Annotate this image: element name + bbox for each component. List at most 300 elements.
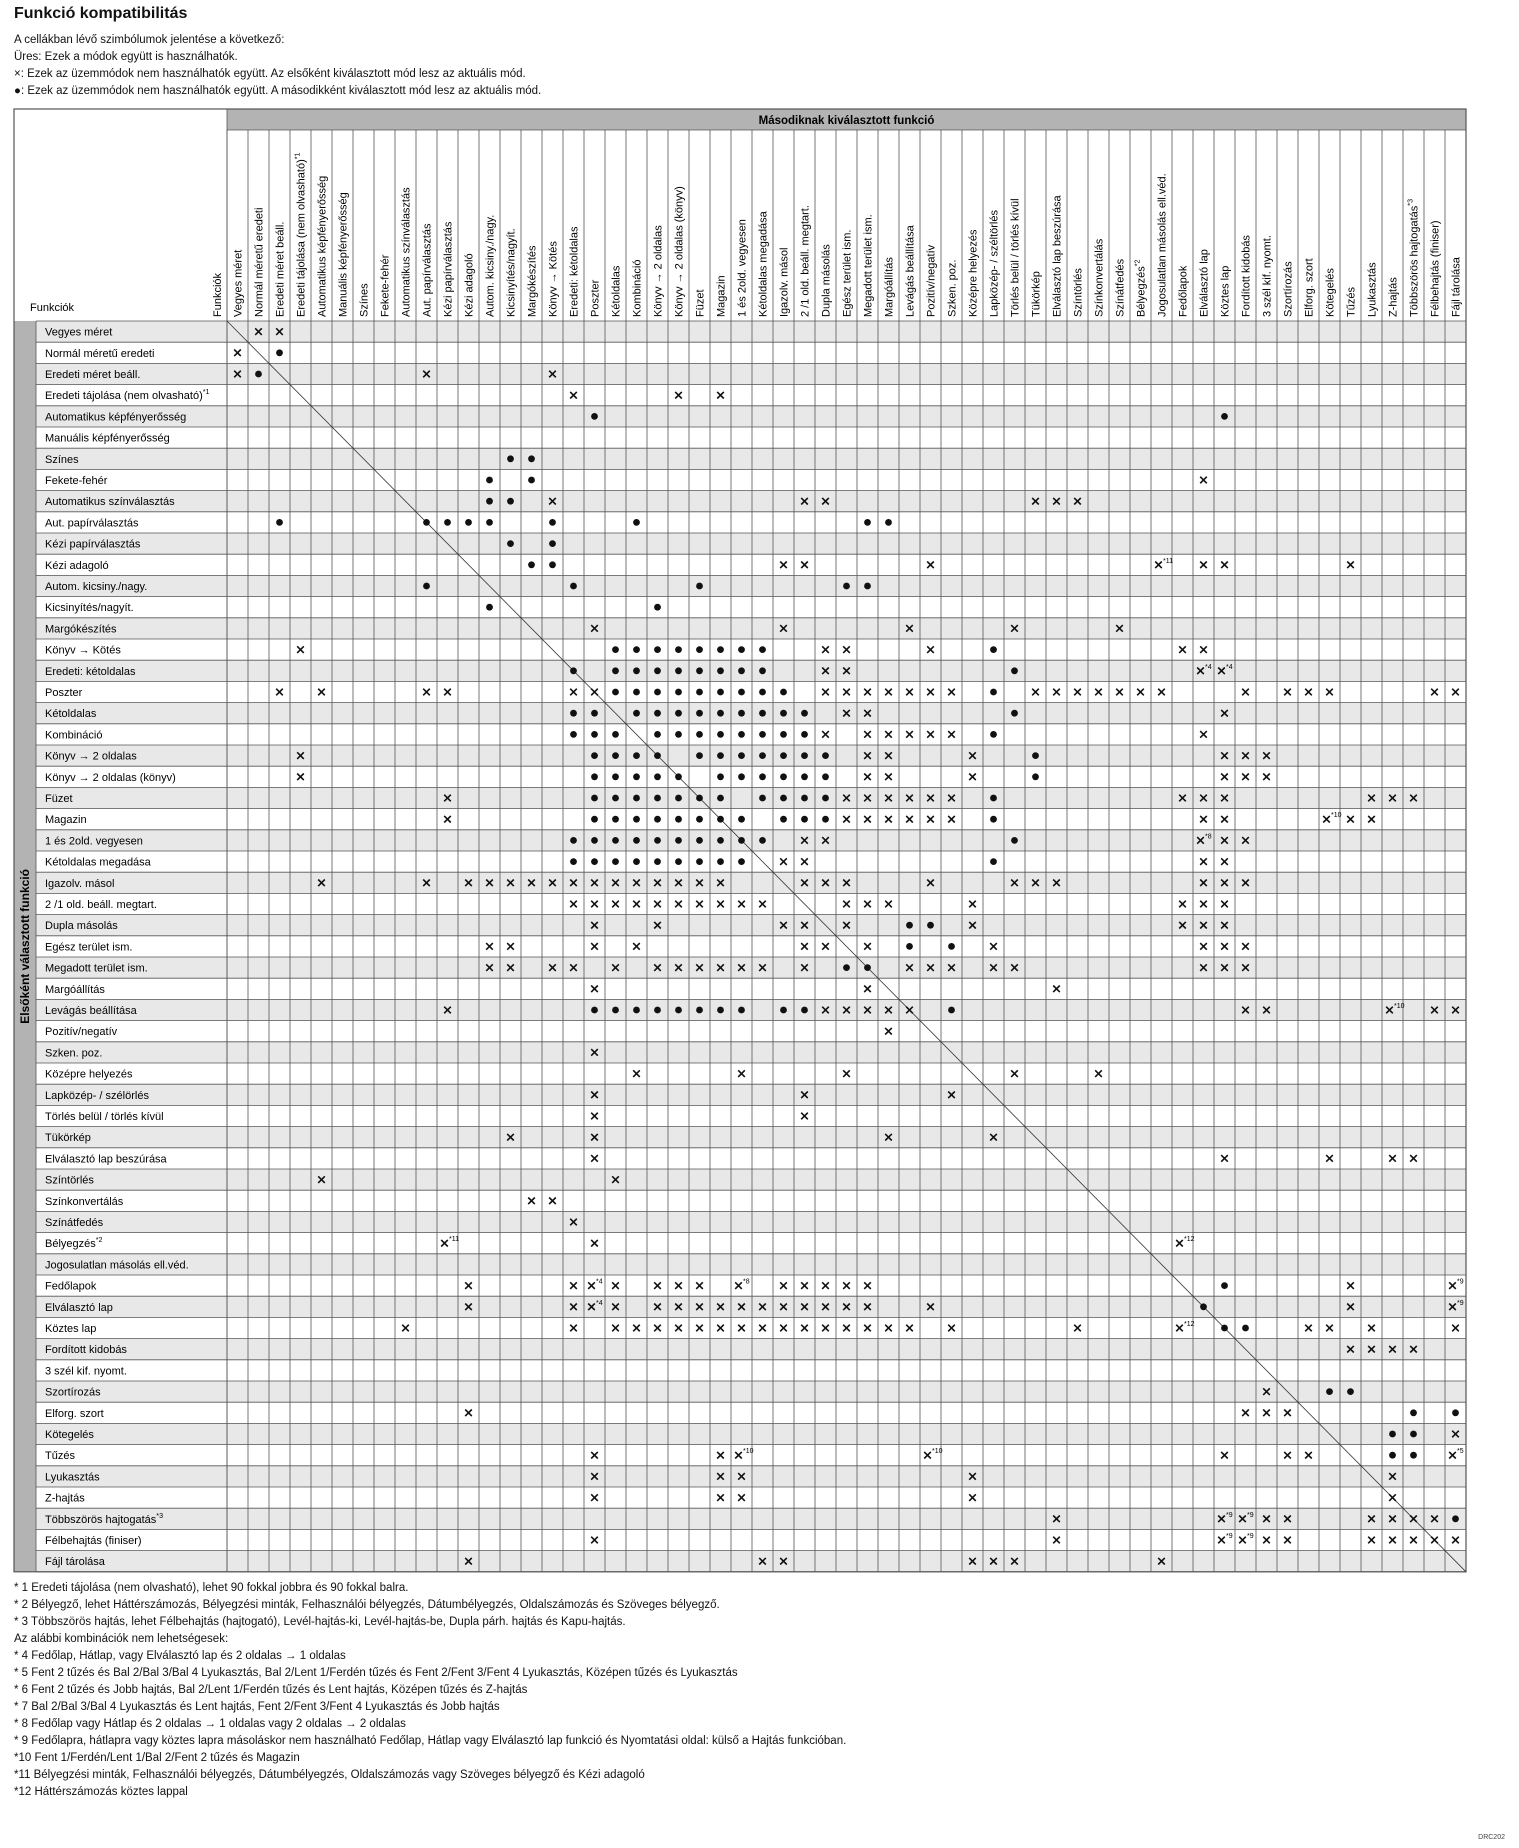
cell-footnote-ref: *9 <box>1247 1511 1254 1519</box>
row-stripe <box>36 448 1466 469</box>
column-header: Tükörkép <box>1030 271 1043 317</box>
first-wins-mark <box>864 943 871 950</box>
first-wins-mark <box>591 1155 598 1162</box>
second-wins-mark <box>717 689 724 696</box>
row-label: Tűzés <box>45 1450 75 1463</box>
first-wins-mark <box>717 1452 724 1459</box>
row-label: Kombináció <box>45 729 103 742</box>
row-stripe <box>36 491 1466 512</box>
second-wins-mark <box>717 646 724 653</box>
second-wins-mark <box>1200 1303 1207 1310</box>
first-wins-mark <box>906 689 913 696</box>
first-wins-mark <box>570 901 577 908</box>
first-wins-mark <box>1095 1070 1102 1077</box>
column-header: Poszter <box>589 279 602 317</box>
first-wins-mark <box>948 689 955 696</box>
side-header: Elsőként választott funkció <box>18 869 32 1024</box>
first-wins-mark <box>1242 689 1249 696</box>
first-wins-mark <box>738 1494 745 1501</box>
second-wins-mark <box>696 837 703 844</box>
first-wins-mark <box>549 1198 556 1205</box>
first-wins-mark <box>1221 816 1228 823</box>
first-wins-mark <box>1053 986 1060 993</box>
footnote-line: *10 Fent 1/Ferdén/Lent 1/Bal 2/Fent 2 tűzés és Magazin <box>14 1752 300 1764</box>
column-header: Szken. poz. <box>946 259 959 317</box>
first-wins-mark <box>444 689 451 696</box>
row-stripe <box>36 830 1466 851</box>
column-header: Fájl tárolása <box>1450 257 1463 317</box>
column-header: Z-hajtás <box>1387 277 1400 317</box>
row-label: Lapközép- / szélörlés <box>45 1089 149 1102</box>
first-wins-mark <box>885 1028 892 1035</box>
first-wins-mark <box>822 943 829 950</box>
second-wins-mark <box>780 731 787 738</box>
first-wins-mark <box>738 1325 745 1332</box>
first-wins-mark <box>465 1282 472 1289</box>
corner-col-label: Funkciók <box>212 272 224 317</box>
cell-footnote-ref: *9 <box>1247 1533 1254 1540</box>
column-header: Kézi adagoló <box>463 253 476 317</box>
row-stripe <box>36 957 1466 978</box>
first-wins-mark <box>1368 1537 1375 1544</box>
first-wins-mark <box>717 1325 724 1332</box>
second-wins-mark <box>717 816 724 823</box>
second-wins-mark <box>549 540 556 547</box>
row-label: Köztes lap <box>45 1323 97 1335</box>
column-header: Bélyegzés$^{*2}$ <box>1133 259 1148 317</box>
column-header: Vegyes méret <box>232 249 245 317</box>
second-wins-mark <box>864 964 871 971</box>
column-header: Törlés belül / törlés kívül <box>1009 198 1022 317</box>
second-wins-mark <box>759 731 766 738</box>
first-wins-mark <box>675 1325 682 1332</box>
first-wins-mark <box>822 1282 829 1289</box>
second-wins-mark <box>759 646 766 653</box>
row-label: Könyv → Kötés <box>45 644 121 657</box>
first-wins-mark <box>1200 943 1207 950</box>
first-wins-mark <box>1368 1325 1375 1332</box>
first-wins-mark <box>1284 1537 1291 1544</box>
second-wins-mark <box>717 752 724 759</box>
row-label: Kötegelés <box>45 1429 94 1441</box>
first-wins-mark <box>570 1325 577 1332</box>
first-wins-mark <box>927 689 934 696</box>
first-wins-mark <box>675 901 682 908</box>
column-header: Eredeti méret beáll. <box>274 221 287 317</box>
first-wins-mark <box>1389 1537 1396 1544</box>
footnote-line: * 8 Fedőlap vagy Hátlap és 2 oldalas → 1 oldalas vagy 2 oldalas → 2 oldalas <box>14 1718 406 1730</box>
first-wins-mark <box>927 731 934 738</box>
first-wins-mark <box>864 774 871 781</box>
first-wins-mark <box>801 1325 808 1332</box>
first-wins-mark <box>423 689 430 696</box>
second-wins-mark <box>612 731 619 738</box>
second-wins-mark <box>1452 1515 1459 1522</box>
row-stripe <box>36 1211 1466 1232</box>
second-wins-mark <box>906 922 913 929</box>
first-wins-mark <box>780 1282 787 1289</box>
first-wins-mark <box>864 1282 871 1289</box>
row-label: Elválasztó lap <box>45 1301 113 1314</box>
second-wins-mark <box>801 731 808 738</box>
row-label: Színes <box>45 453 79 466</box>
first-wins-mark <box>612 1325 619 1332</box>
first-wins-mark <box>465 1410 472 1417</box>
legend-line: Üres: Ezek a módok együtt is használhatók. <box>14 51 238 63</box>
first-wins-mark <box>864 901 871 908</box>
second-wins-mark <box>675 837 682 844</box>
row-label: 2 /1 old. beáll. megtart. <box>45 899 157 911</box>
row-stripe <box>36 1423 1466 1444</box>
first-wins-mark <box>780 1325 787 1332</box>
column-header: Lapközép- / széltörlés <box>988 210 1001 317</box>
row-stripe <box>36 321 1466 342</box>
column-header: Dupla másolás <box>820 244 833 317</box>
column-header: Aut. papírválasztás <box>421 223 434 317</box>
row-stripe <box>36 1466 1466 1487</box>
second-wins-mark <box>759 689 766 696</box>
second-wins-mark <box>675 773 682 780</box>
second-wins-mark <box>675 795 682 802</box>
cell-footnote-ref: *10 <box>932 1448 943 1456</box>
column-header: Színes <box>358 283 371 317</box>
first-wins-mark <box>1116 689 1123 696</box>
row-label: Eredeti tájolása (nem olvasható)$^{*1}$ <box>45 388 210 403</box>
second-wins-mark <box>780 773 787 780</box>
first-wins-mark <box>1389 1494 1396 1501</box>
row-label: Levágás beállítása <box>45 1005 137 1017</box>
second-wins-mark <box>612 837 619 844</box>
first-wins-mark <box>1074 689 1081 696</box>
first-wins-mark <box>591 901 598 908</box>
column-header: Színátfedés <box>1114 258 1127 317</box>
legend-line: A cellákban lévő szimbólumok jelentése a következő: <box>14 34 285 46</box>
second-wins-mark <box>654 858 661 865</box>
second-wins-mark <box>612 689 619 696</box>
row-label: Jogosulatlan másolás ell.véd. <box>45 1259 189 1272</box>
cell-footnote-ref: *4 <box>1205 663 1212 671</box>
first-wins-mark <box>1263 774 1270 781</box>
second-wins-mark <box>423 519 430 526</box>
column-header: Középre helyezés <box>967 229 980 317</box>
first-wins-mark <box>441 1240 448 1247</box>
second-wins-mark <box>738 731 745 738</box>
first-wins-mark <box>1221 774 1228 781</box>
second-wins-mark <box>633 710 640 717</box>
second-wins-mark <box>633 795 640 802</box>
second-wins-mark <box>654 837 661 844</box>
row-stripe <box>36 1551 1466 1572</box>
second-wins-mark <box>612 795 619 802</box>
second-wins-mark <box>549 561 556 568</box>
first-wins-mark <box>927 562 934 569</box>
second-wins-mark <box>654 752 661 759</box>
first-wins-mark <box>990 943 997 950</box>
second-wins-mark <box>738 1007 745 1014</box>
second-wins-mark <box>780 1007 787 1014</box>
column-header: 1 és 2old. vegyesen <box>736 219 749 317</box>
second-wins-mark <box>675 689 682 696</box>
first-wins-mark <box>1323 816 1330 823</box>
first-wins-mark <box>1410 1155 1417 1162</box>
footnote-line: *11 Bélyegzési minták, Felhasználói bélyegzés, Dátumbélyegzés, Oldalszámozás vagy Szöveges bélyegző és Kézi adagoló <box>14 1769 645 1781</box>
first-wins-mark <box>1242 1410 1249 1417</box>
second-wins-mark <box>696 795 703 802</box>
second-wins-mark <box>570 667 577 674</box>
first-wins-mark <box>1305 1325 1312 1332</box>
second-wins-mark <box>507 455 514 462</box>
column-header: Elválasztó lap beszúrása <box>1051 195 1064 317</box>
second-wins-mark <box>822 816 829 823</box>
footnote-line: * 3 Többszörös hajtás, lehet Félbehajtás (hajtogató), Levél-hajtás-ki, Levél-hajtás-be, Dupla párh. hajtás és Kapu-hajtás. <box>14 1616 626 1628</box>
first-wins-mark <box>570 1282 577 1289</box>
column-header: Kétoldalas <box>610 265 623 317</box>
column-header: Fedőlapok <box>1177 265 1190 317</box>
second-wins-mark <box>591 1007 598 1014</box>
second-wins-mark <box>654 773 661 780</box>
second-wins-mark <box>633 773 640 780</box>
row-label: Normál méretű eredeti <box>45 347 155 360</box>
second-wins-mark <box>654 1007 661 1014</box>
row-label: Lyukasztás <box>45 1471 100 1484</box>
first-wins-mark <box>927 646 934 653</box>
second-wins-mark <box>759 837 766 844</box>
column-header: Félbehajtás (finiser) <box>1429 220 1442 317</box>
first-wins-mark <box>1179 646 1186 653</box>
row-label: Törlés belül / törlés kívül <box>45 1111 164 1123</box>
column-header: Fekete-fehér <box>379 254 392 317</box>
first-wins-mark <box>1347 1282 1354 1289</box>
second-wins-mark <box>486 498 493 505</box>
first-wins-mark <box>528 1198 535 1205</box>
column-header: Autom. kicsiny./nagy. <box>484 214 497 317</box>
first-wins-mark <box>654 1325 661 1332</box>
row-stripe <box>36 1042 1466 1063</box>
first-wins-mark <box>570 689 577 696</box>
second-wins-mark <box>717 667 724 674</box>
second-wins-mark <box>990 858 997 865</box>
first-wins-mark <box>1326 1325 1333 1332</box>
cell-footnote-ref: *9 <box>1457 1299 1464 1307</box>
second-wins-mark <box>507 540 514 547</box>
second-wins-mark <box>1410 1431 1417 1438</box>
second-wins-mark <box>738 667 745 674</box>
second-wins-mark <box>507 498 514 505</box>
column-header: Pozitív/negatív <box>925 244 938 317</box>
second-wins-mark <box>801 752 808 759</box>
column-header: Könyv → 2 oldalas <box>652 225 665 317</box>
footnote-line: * 6 Fent 2 tűzés és Jobb hajtás, Bal 2/Lent 1/Ferdén tűzés és Lent hajtás, Középen tűzés és Z-hajtás <box>14 1684 528 1696</box>
first-wins-mark <box>1263 1410 1270 1417</box>
row-label: Kézi adagoló <box>45 559 109 572</box>
row-stripe <box>36 872 1466 893</box>
second-wins-mark <box>780 816 787 823</box>
first-wins-mark <box>801 1282 808 1289</box>
cell-footnote-ref: *9 <box>1226 1511 1233 1519</box>
row-label: Igazolv. másol <box>45 877 115 890</box>
row-label: Kézi papírválasztás <box>45 538 141 551</box>
column-header: Elválasztó lap <box>1198 249 1211 317</box>
column-header: Levágás beállítása <box>904 225 917 317</box>
second-wins-mark <box>696 710 703 717</box>
second-wins-mark <box>759 710 766 717</box>
second-wins-mark <box>486 604 493 611</box>
column-header: Kétoldalas megadása <box>757 211 770 317</box>
first-wins-mark <box>801 562 808 569</box>
first-wins-mark <box>591 689 598 696</box>
second-wins-mark <box>822 795 829 802</box>
first-wins-mark <box>654 901 661 908</box>
first-wins-mark <box>1305 689 1312 696</box>
row-stripe <box>36 575 1466 596</box>
column-header: Könyv → Kötés <box>547 241 560 317</box>
second-wins-mark <box>654 731 661 738</box>
first-wins-mark <box>591 1537 598 1544</box>
first-wins-mark <box>801 943 808 950</box>
second-wins-mark <box>1011 667 1018 674</box>
column-header: Színtörlés <box>1072 268 1085 317</box>
column-header: Kombináció <box>631 259 644 317</box>
first-wins-mark <box>675 1282 682 1289</box>
first-wins-mark <box>1410 1537 1417 1544</box>
second-wins-mark <box>801 773 808 780</box>
first-wins-mark <box>801 858 808 865</box>
column-header: Kötegelés <box>1324 268 1337 317</box>
row-label: Fordított kidobás <box>45 1344 127 1357</box>
first-wins-mark <box>234 350 241 357</box>
cell-footnote-ref: *10 <box>1331 812 1342 820</box>
row-stripe <box>36 406 1466 427</box>
column-header: Kézi papírválasztás <box>442 221 455 317</box>
second-wins-mark <box>927 922 934 929</box>
row-stripe <box>36 1084 1466 1105</box>
first-wins-mark <box>822 731 829 738</box>
first-wins-mark <box>927 816 934 823</box>
row-label: Automatikus képfényerősség <box>45 411 187 424</box>
row-label: Poszter <box>45 687 83 699</box>
second-wins-mark <box>990 731 997 738</box>
first-wins-mark <box>507 943 514 950</box>
first-wins-mark <box>1158 689 1165 696</box>
second-wins-mark <box>948 943 955 950</box>
cell-footnote-ref: *12 <box>1184 1236 1195 1244</box>
row-label: Könyv → 2 oldalas <box>45 750 137 763</box>
first-wins-mark <box>1449 1282 1456 1289</box>
first-wins-mark <box>864 816 871 823</box>
row-label: Többszörös hajtogatás$^{*3}$ <box>45 1511 164 1526</box>
first-wins-mark <box>1431 1537 1438 1544</box>
first-wins-mark <box>486 943 493 950</box>
second-wins-mark <box>1347 1388 1354 1395</box>
second-wins-mark <box>654 816 661 823</box>
second-wins-mark <box>675 667 682 674</box>
first-wins-mark <box>1431 689 1438 696</box>
cell-footnote-ref: *8 <box>743 1278 750 1286</box>
first-wins-mark <box>885 1325 892 1332</box>
column-header: Tűzés <box>1345 287 1358 317</box>
footnote-line: Az alábbi kombinációk nem lehetségesek: <box>14 1633 229 1645</box>
first-wins-mark <box>969 1494 976 1501</box>
second-wins-mark <box>1410 1452 1417 1459</box>
row-stripe <box>36 1254 1466 1275</box>
second-wins-mark <box>717 1007 724 1014</box>
first-wins-mark <box>1200 901 1207 908</box>
first-wins-mark <box>1221 858 1228 865</box>
footnote-line: * 4 Fedőlap, Hátlap, vagy Elválasztó lap és 2 oldalas → 1 oldalas <box>14 1650 346 1662</box>
cell-footnote-ref: *4 <box>596 1278 603 1286</box>
first-wins-mark <box>717 1494 724 1501</box>
first-wins-mark <box>780 562 787 569</box>
row-label: Kétoldalas megadása <box>45 856 151 869</box>
row-label: Tükörkép <box>45 1132 91 1145</box>
second-wins-mark <box>990 816 997 823</box>
first-wins-mark <box>675 392 682 399</box>
first-wins-mark <box>612 901 619 908</box>
column-header: 3 szél kif. nyomt. <box>1261 235 1274 317</box>
first-wins-mark <box>612 1282 619 1289</box>
first-wins-mark <box>864 689 871 696</box>
second-wins-mark <box>675 731 682 738</box>
first-wins-mark <box>864 986 871 993</box>
first-wins-mark <box>297 646 304 653</box>
second-wins-mark <box>738 858 745 865</box>
second-wins-mark <box>486 477 493 484</box>
footnote-line: * 7 Bal 2/Bal 3/Bal 4 Lyukasztás és Lent hajtás, Fent 2/Fent 3/Fent 4 Lyukasztás és Jobb hajtás <box>14 1701 500 1713</box>
first-wins-mark <box>1200 646 1207 653</box>
second-wins-mark <box>633 689 640 696</box>
figure-code: DRC202 <box>1478 1834 1505 1841</box>
cell-footnote-ref: *4 <box>596 1299 603 1307</box>
row-stripe <box>36 1127 1466 1148</box>
first-wins-mark <box>1326 689 1333 696</box>
first-wins-mark <box>843 1282 850 1289</box>
second-wins-mark <box>759 773 766 780</box>
column-header: Köztes lap <box>1219 265 1232 317</box>
first-wins-mark <box>885 774 892 781</box>
row-label: Fedőlapok <box>45 1280 97 1293</box>
first-wins-mark <box>924 1452 931 1459</box>
first-wins-mark <box>948 1325 955 1332</box>
second-wins-mark <box>780 710 787 717</box>
first-wins-mark <box>906 1325 913 1332</box>
column-header: Jogosulatlan másolás ell.véd. <box>1156 173 1169 317</box>
first-wins-mark <box>948 731 955 738</box>
row-label: Kétoldalas <box>45 708 97 721</box>
second-wins-mark <box>423 583 430 590</box>
first-wins-mark <box>1200 731 1207 738</box>
second-wins-mark <box>717 773 724 780</box>
row-stripe <box>36 745 1466 766</box>
first-wins-mark <box>948 816 955 823</box>
second-wins-mark <box>654 795 661 802</box>
legend-line: ×: Ezek az üzemmódok nem használhatók együtt. Az elsőként kiválasztott mód lesz az aktuális mód. <box>14 68 526 80</box>
row-label: Fájl tárolása <box>45 1556 105 1569</box>
cell-footnote-ref: *12 <box>1184 1321 1195 1328</box>
first-wins-mark <box>1347 816 1354 823</box>
second-wins-mark <box>1242 1325 1249 1332</box>
row-label: Manuális képfényerősség <box>45 432 170 445</box>
second-wins-mark <box>1410 1409 1417 1416</box>
row-stripe <box>36 999 1466 1020</box>
second-wins-mark <box>486 519 493 526</box>
column-header: Margókészítés <box>526 245 539 317</box>
first-wins-mark <box>864 731 871 738</box>
second-wins-mark <box>717 858 724 865</box>
first-wins-mark <box>843 816 850 823</box>
second-wins-mark <box>990 795 997 802</box>
first-wins-mark <box>1284 689 1291 696</box>
first-wins-mark <box>735 1452 742 1459</box>
